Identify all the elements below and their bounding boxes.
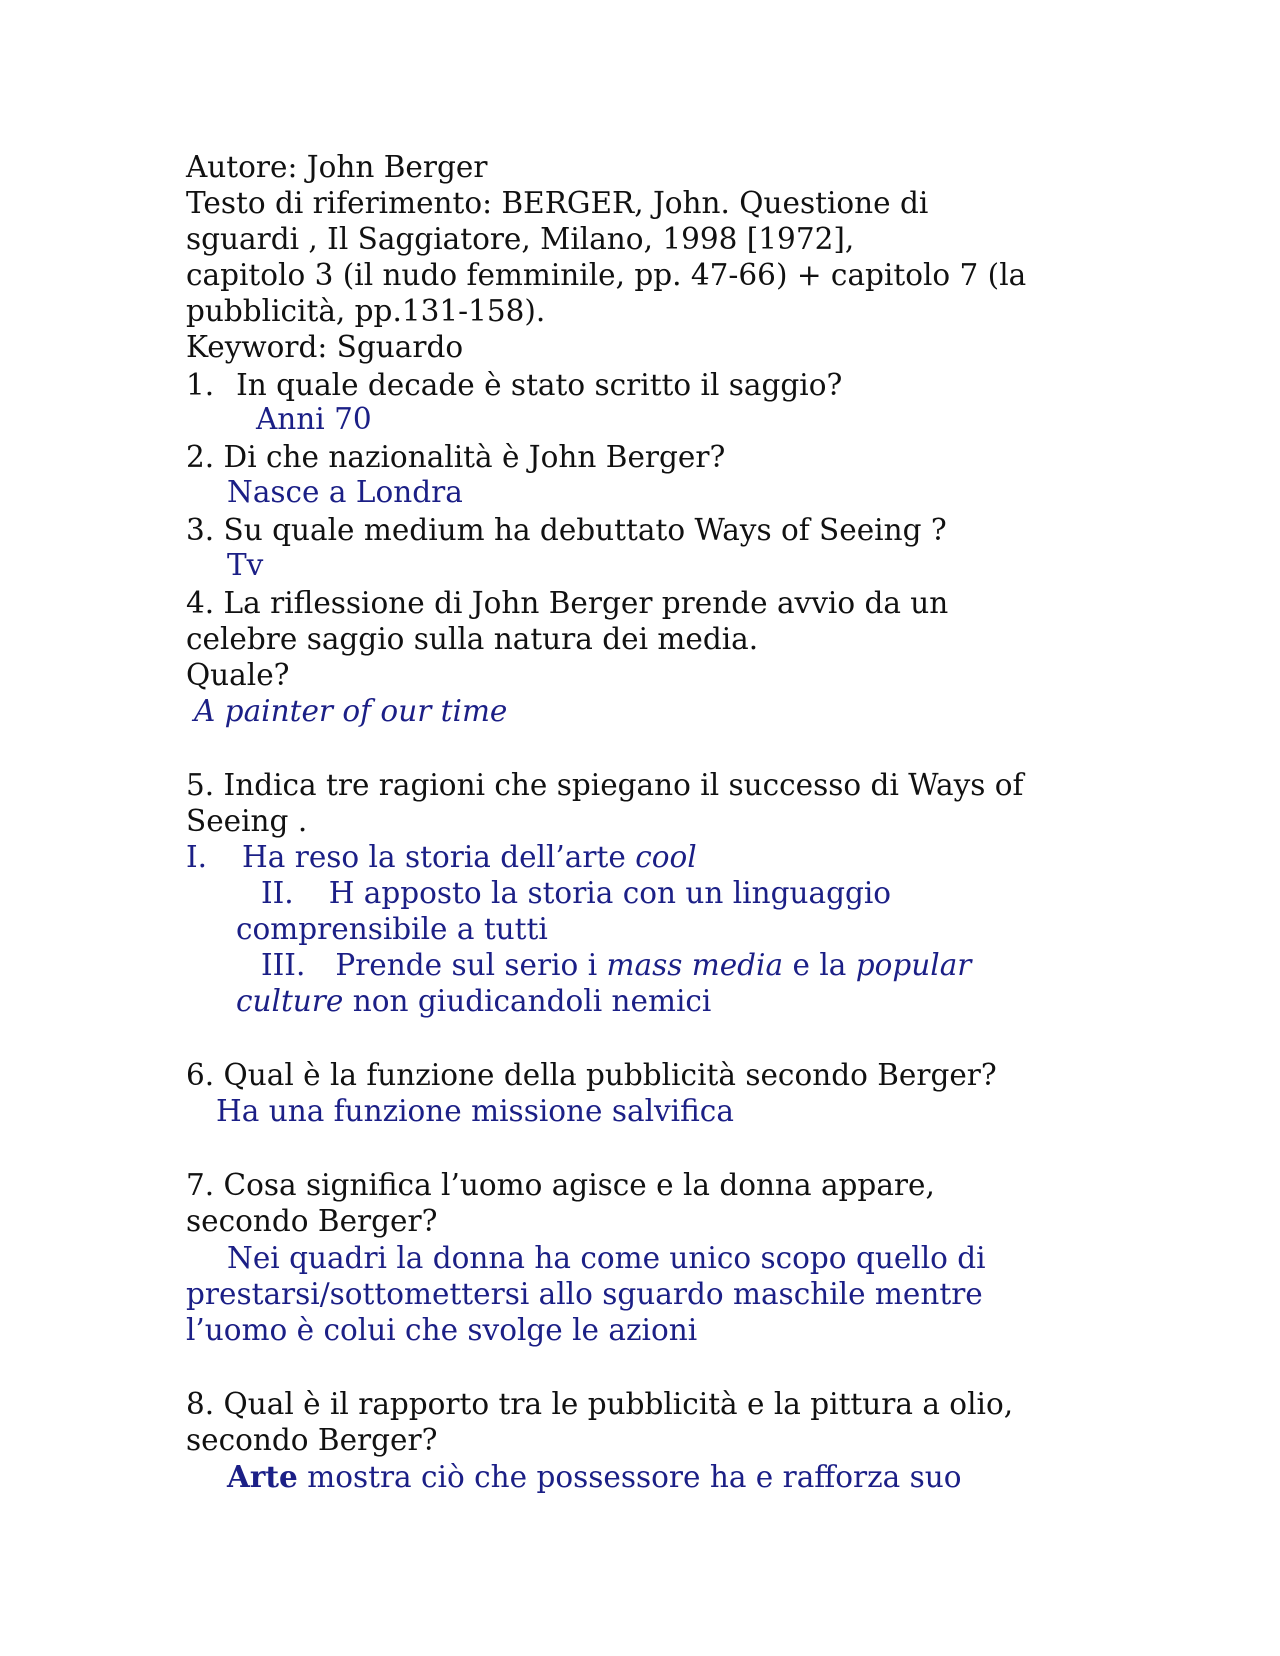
question-text: Di che nazionalità è John Berger? <box>223 440 726 474</box>
question-4-line-2: celebre saggio sulla natura dei media. <box>186 622 759 656</box>
question-8 <box>186 1386 1013 1422</box>
question-number: 6. <box>186 1058 215 1092</box>
question-4-line-3: Quale? <box>186 658 290 692</box>
reason-2 <box>261 875 891 911</box>
answer-7-line-3: l’uomo è colui che svolge le azioni <box>186 1313 698 1347</box>
author-line: Autore: John Berger <box>186 150 488 184</box>
reference-line: Testo di riferimento: BERGER, John. Questione di <box>186 186 929 220</box>
question-number: 1. <box>186 368 215 402</box>
question-text: Qual è la funzione della pubblicità secondo Berger? <box>223 1058 997 1092</box>
answer-4: A painter of our time <box>194 694 508 728</box>
answer-2: Nasce a Londra <box>227 475 463 509</box>
question-7 <box>186 1167 935 1203</box>
answer-bold: Arte <box>227 1459 298 1494</box>
reason-italic: cool <box>635 840 697 874</box>
reason-text: Prende sul serio i <box>335 948 598 982</box>
reason-text: e la <box>792 948 847 982</box>
answer-3: Tv <box>227 548 264 582</box>
question-text: In quale decade è stato scritto il saggio? <box>236 368 843 402</box>
question-2 <box>186 439 725 475</box>
reason-text: Ha reso la storia dell’arte <box>242 840 626 874</box>
question-4 <box>186 585 948 621</box>
question-text: Qual è il rapporto tra le pubblicità e la pittura a olio, <box>223 1387 1014 1421</box>
reference-line: capitolo 3 (il nudo femminile, pp. 47-66) + capitolo 7 (la <box>186 258 1027 292</box>
question-text: La riflessione di John Berger prende avvio da un <box>223 586 949 620</box>
question-5-line-2: Seeing . <box>186 804 308 838</box>
reason-italic: culture <box>236 984 344 1018</box>
answer-7-line-2: prestarsi/sottomettersi allo sguardo maschile mentre <box>186 1277 983 1311</box>
reference-line: pubblicità, pp.131-158). <box>186 294 546 328</box>
reason-numeral: III. <box>261 948 306 982</box>
reason-3 <box>261 947 971 983</box>
answer-6: Ha una funzione missione salvifica <box>216 1094 734 1128</box>
reason-2-line-2: comprensibile a tutti <box>236 912 548 946</box>
question-7-line-2: secondo Berger? <box>186 1204 438 1238</box>
question-8-line-2: secondo Berger? <box>186 1423 438 1457</box>
question-number: 3. <box>186 513 215 547</box>
answer-1: Anni 70 <box>256 402 372 436</box>
reason-numeral: II. <box>261 876 294 910</box>
question-number: 2. <box>186 440 215 474</box>
reason-3-line-2 <box>236 983 711 1019</box>
reason-1 <box>186 839 697 875</box>
reason-text: H apposto la storia con un linguaggio <box>328 876 892 910</box>
keyword-line: Keyword: Sguardo <box>186 330 464 364</box>
answer-text: mostra ciò che possessore ha e rafforza suo <box>307 1460 962 1494</box>
answer-7: Nei quadri la donna ha come unico scopo quello di <box>227 1241 986 1275</box>
question-1 <box>186 367 842 403</box>
question-number: 8. <box>186 1387 215 1421</box>
reason-italic: mass media <box>606 948 784 982</box>
question-3 <box>186 512 947 548</box>
reason-text: non giudicandoli nemici <box>352 984 712 1018</box>
question-5 <box>186 767 1023 803</box>
question-6 <box>186 1057 997 1093</box>
question-text: Indica tre ragioni che spiegano il successo di Ways of <box>223 768 1024 802</box>
reference-line: sguardi , Il Saggiatore, Milano, 1998 [1972], <box>186 222 855 256</box>
question-number: 5. <box>186 768 215 802</box>
reason-italic: popular <box>855 948 972 982</box>
reason-numeral: I. <box>186 840 208 874</box>
question-number: 7. <box>186 1168 215 1202</box>
question-text: Su quale medium ha debuttato Ways of Seeing ? <box>223 513 947 547</box>
answer-8 <box>227 1459 962 1495</box>
question-text: Cosa significa l’uomo agisce e la donna appare, <box>223 1168 935 1202</box>
question-number: 4. <box>186 586 215 620</box>
